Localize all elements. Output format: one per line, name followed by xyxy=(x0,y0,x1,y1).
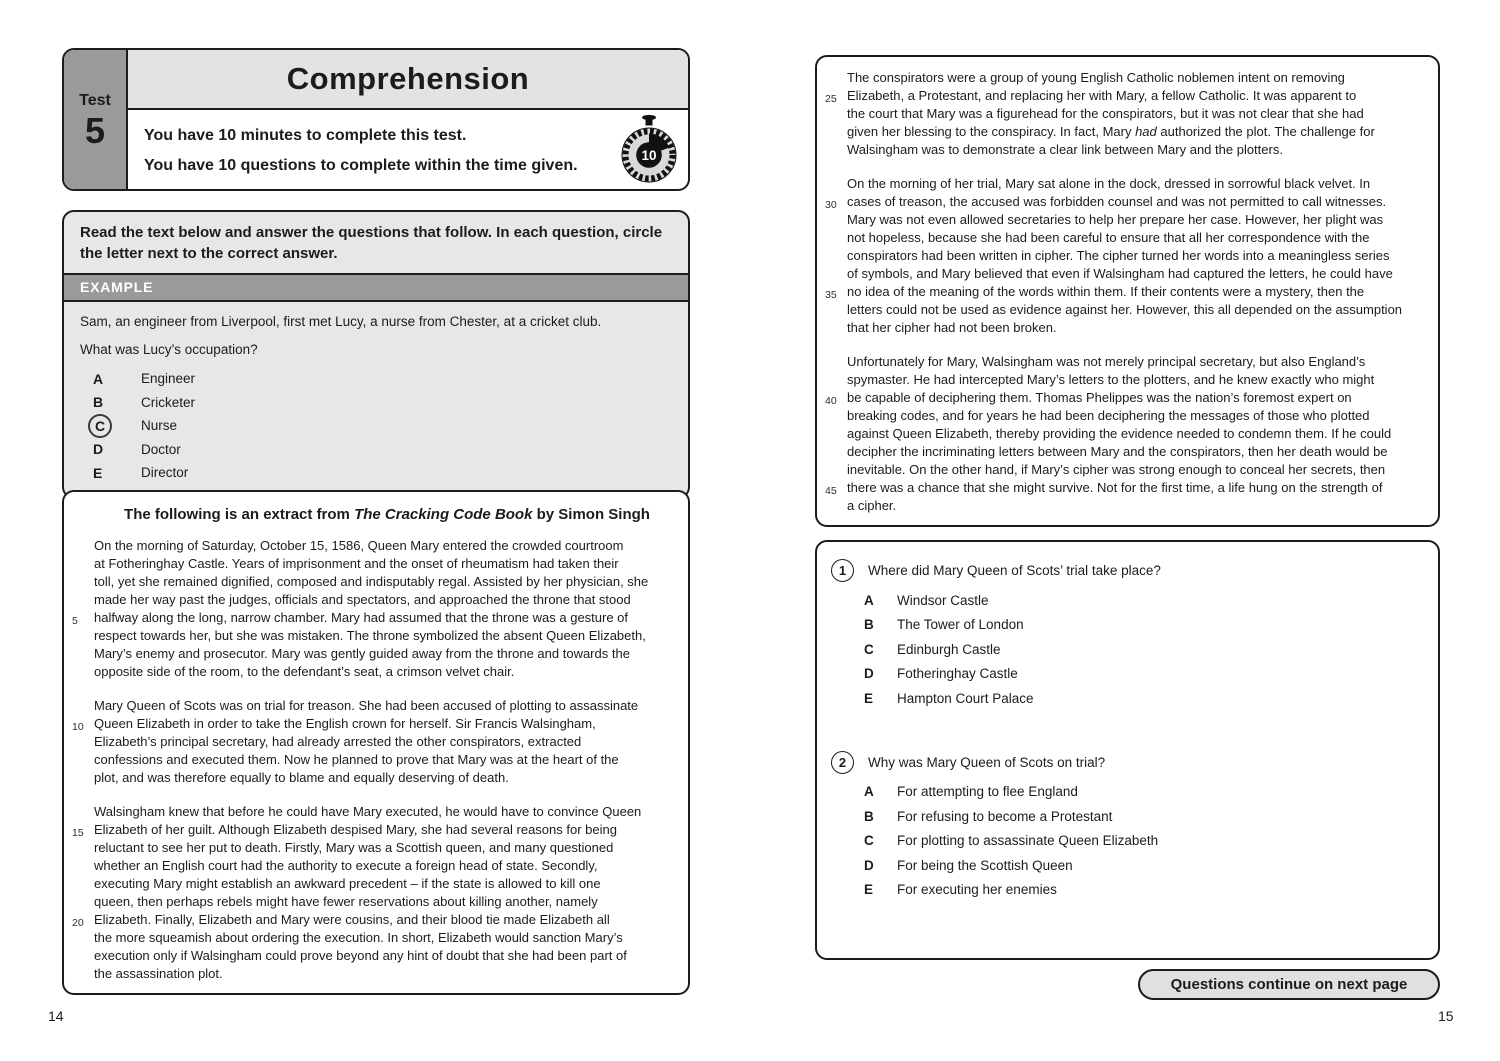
test-header xyxy=(62,48,690,191)
passage-line xyxy=(817,353,1434,371)
question-count-instruction: You have 10 questions to complete within the time given. xyxy=(144,157,578,174)
passage-line xyxy=(64,555,684,573)
passage-line-text: whether an English court had the authority to execute a foreign head of state. Secondly, xyxy=(94,858,598,873)
option-text: Doctor xyxy=(141,441,181,457)
passage-line xyxy=(817,229,1434,247)
question-option xyxy=(829,686,1420,711)
passage-line xyxy=(817,211,1434,229)
example-header: EXAMPLE xyxy=(64,273,688,302)
passage-line-text: inevitable. On the other hand, if Mary’s cipher was strong enough to conceal her secrets, then xyxy=(847,462,1386,477)
passage-line-text: respect towards her, but she was mistaken. The throne symbolized the absent Queen Elizabeth, xyxy=(94,628,646,643)
passage-line xyxy=(817,301,1434,319)
passage-line-text: no idea of the meaning of the words within them. If their contents were a mystery, then the xyxy=(847,284,1365,299)
line-number: 5 xyxy=(72,614,78,627)
passage-line xyxy=(817,193,1434,211)
passage-line xyxy=(64,591,684,609)
option-text: Director xyxy=(141,465,189,481)
option-text: Nurse xyxy=(141,418,178,434)
passage-line xyxy=(64,839,684,857)
passage-line-text: Queen Elizabeth in order to take the English crown for herself. Sir Francis Walsingham, xyxy=(94,716,596,731)
passage-line-text: Walsingham was to demonstrate a clear link between Mary and the plotters. xyxy=(847,142,1283,157)
option-text: For executing her enemies xyxy=(897,882,1057,898)
passage-line xyxy=(64,573,684,591)
example-option xyxy=(80,414,672,438)
option-text: Fotheringhay Castle xyxy=(897,666,1018,682)
passage-line-text: Unfortunately for Mary, Walsingham was not merely principal secretary, but also England’s xyxy=(847,354,1366,369)
passage-line-text: Mary was not even allowed secretaries to help her prepare her case. However, her plight was xyxy=(847,212,1384,227)
passage-line xyxy=(817,87,1434,105)
passage-line xyxy=(64,715,684,733)
passage-line xyxy=(64,803,684,821)
passage-line xyxy=(817,443,1434,461)
option-letter-slot xyxy=(93,414,141,438)
option-letter-slot xyxy=(93,441,141,457)
passage-line xyxy=(817,479,1434,497)
example-option xyxy=(80,438,672,462)
question-text: Why was Mary Queen of Scots on trial? xyxy=(868,754,1106,770)
passage-line xyxy=(64,947,684,965)
passage-line-text: against Queen Elizabeth, thereby providing the evidence needed to condemn them. If he could xyxy=(847,426,1392,441)
passage-line-text: Elizabeth. Finally, Elizabeth and Mary were cousins, and their blood tie made Elizabeth all xyxy=(94,912,610,927)
passage-paragraph xyxy=(817,175,1434,337)
passage-body-page-2 xyxy=(817,69,1434,515)
passage-line xyxy=(64,929,684,947)
option-letter: E xyxy=(93,464,103,481)
passage-line-text: decipher the incriminating letters between Mary and the conspirators, then her death would be xyxy=(847,444,1388,459)
passage-line-text: Mary’s enemy and prosecutor. Mary was gently guided away from the throne and towards the xyxy=(94,646,630,661)
passage-line-text: executing Mary might establish an awkward precedent – if the state is allowed to kill one xyxy=(94,876,601,891)
passage-line-text: be capable of deciphering them. Thomas Phelippes was the nation’s foremost expert on xyxy=(847,390,1352,405)
passage-line xyxy=(817,461,1434,479)
option-text: Hampton Court Palace xyxy=(897,690,1034,706)
passage-line-text: of symbols, and Mary believed that even if Walsingham had captured the letters, he could have xyxy=(847,266,1393,281)
question-option xyxy=(829,613,1420,638)
example-options xyxy=(80,367,672,485)
timer-value: 10 xyxy=(641,147,657,163)
example-body xyxy=(64,302,688,497)
passage-line-text: Elizabeth’s principal secretary, had already arrested the other conspirators, extracted xyxy=(94,734,582,749)
passage-heading xyxy=(64,506,684,523)
option-letter: D xyxy=(93,441,104,458)
passage-line xyxy=(817,407,1434,425)
line-number: 10 xyxy=(72,720,84,733)
option-letter: B xyxy=(864,808,874,824)
heading-book-title: The Cracking Code Book xyxy=(354,506,533,523)
passage-line xyxy=(64,609,684,627)
time-instruction: You have 10 minutes to complete this test. xyxy=(144,127,467,144)
line-number: 40 xyxy=(825,394,837,407)
example-intro: Sam, an engineer from Liverpool, first met Lucy, a nurse from Chester, at a cricket club. xyxy=(80,314,602,329)
passage-line-text: breaking codes, and for years he had been deciphering the messages of those who plotted xyxy=(847,408,1370,423)
passage-line xyxy=(64,875,684,893)
passage-line xyxy=(64,697,684,715)
passage-paragraph xyxy=(64,803,684,983)
page-title: Comprehension xyxy=(128,50,688,110)
option-letter-slot xyxy=(93,371,141,387)
passage-line xyxy=(817,265,1434,283)
passage-box-page-2 xyxy=(815,55,1440,527)
option-letter: A xyxy=(864,592,874,608)
passage-line xyxy=(64,663,684,681)
question-header xyxy=(829,751,1420,774)
passage-line xyxy=(64,893,684,911)
passage-line xyxy=(817,69,1434,87)
passage-line-text: at Fotheringhay Castle. Years of imprisonment and the onset of rheumatism had taken their xyxy=(94,556,619,571)
example-option xyxy=(80,461,672,485)
question-option xyxy=(829,637,1420,662)
passage-line-text: halfway along the long, narrow chamber. Mary had assumed that the throne was a gesture of xyxy=(94,610,629,625)
passage-line-text: the more squeamish about ordering the execution. In short, Elizabeth would sanction Mary’s xyxy=(94,930,623,945)
passage-line xyxy=(64,645,684,663)
passage-line xyxy=(64,769,684,787)
passage-line xyxy=(817,319,1434,337)
option-text: Engineer xyxy=(141,371,196,387)
question-option xyxy=(829,878,1420,903)
option-text: For plotting to assassinate Queen Elizabeth xyxy=(897,833,1159,849)
passage-line-text: confessions and executed them. Now he planned to prove that Mary was at the heart of the xyxy=(94,752,619,767)
passage-paragraph xyxy=(64,697,684,787)
passage-line xyxy=(817,497,1434,515)
option-text: Edinburgh Castle xyxy=(897,641,1001,657)
option-letter: C xyxy=(94,417,106,434)
directions-panel xyxy=(62,210,690,499)
passage-line-text: the court that Mary was a figurehead for the conspirators, but it was not clear that she had xyxy=(847,106,1364,121)
passage-line xyxy=(817,371,1434,389)
passage-line-text: opposite side of the room, to the defendant’s seat, a crimson velvet chair. xyxy=(94,664,515,679)
passage-line-text: queen, then perhaps rebels might have fewer reservations about killing another, namely xyxy=(94,894,598,909)
option-letter-slot xyxy=(93,465,141,481)
page-number-left: 14 xyxy=(48,1008,64,1024)
passage-line xyxy=(64,537,684,555)
option-letter: B xyxy=(93,394,104,411)
header-right xyxy=(128,50,688,189)
passage-line-text: Mary Queen of Scots was on trial for treason. She had been accused of plotting to assassinate xyxy=(94,698,639,713)
option-letter: B xyxy=(864,617,874,633)
passage-line-text: given her blessing to the conspiracy. In fact, Mary had authorized the plot. The challenge for xyxy=(847,124,1375,139)
option-letter-slot xyxy=(93,394,141,410)
option-letter: E xyxy=(864,882,874,898)
question-block xyxy=(829,751,1420,903)
circled-answer-ring xyxy=(88,414,112,438)
passage-line-text: the assassination plot. xyxy=(94,966,223,981)
option-letter: C xyxy=(864,833,874,849)
question-option xyxy=(829,780,1420,805)
test-number: 5 xyxy=(84,109,106,151)
option-letter: D xyxy=(864,857,874,873)
passage-paragraph xyxy=(64,537,684,681)
question-option xyxy=(829,588,1420,613)
passage-line xyxy=(817,389,1434,407)
line-number: 15 xyxy=(72,826,84,839)
passage-line xyxy=(817,105,1434,123)
line-number: 20 xyxy=(72,916,84,929)
passage-line-text: reluctant to see her put to death. Firstly, Mary was a Scottish queen, and many questioned xyxy=(94,840,614,855)
passage-line-text: not hopeless, because she had been careful to ensure that all her correspondence with the xyxy=(847,230,1370,245)
passage-line-text: spymaster. He had intercepted Mary’s letters to the plotters, and he knew exactly who might xyxy=(847,372,1375,387)
passage-line-text: Walsingham knew that before he could have Mary executed, he would have to convince Queen xyxy=(94,804,642,819)
option-letter: E xyxy=(864,690,874,706)
passage-line xyxy=(817,123,1434,141)
passage-paragraph xyxy=(817,353,1434,515)
passage-line xyxy=(64,965,684,983)
directions-text: Read the text below and answer the questions that follow. In each question, circle the letter next to the correct answer. xyxy=(80,224,663,262)
option-text: For being the Scottish Queen xyxy=(897,857,1073,873)
questions-panel xyxy=(815,540,1440,960)
passage-body-page-1 xyxy=(64,537,684,983)
line-number: 30 xyxy=(825,198,837,211)
passage-line-text: that her cipher had not been broken. xyxy=(847,320,1057,335)
stopwatch-icon xyxy=(616,113,682,185)
question-text: Where did Mary Queen of Scots’ trial take place? xyxy=(868,563,1161,578)
option-letter: A xyxy=(93,370,104,387)
passage-line-text: Elizabeth, a Protestant, and replacing her with Mary, a fellow Catholic. It was apparent to xyxy=(847,88,1357,103)
option-text: The Tower of London xyxy=(897,617,1024,633)
passage-line-text: conspirators had been written in cipher. The cipher turned her words into a meaningless series xyxy=(847,248,1390,263)
passage-line xyxy=(64,857,684,875)
passage-line-text: a cipher. xyxy=(847,498,897,513)
example-question: What was Lucy’s occupation? xyxy=(80,342,258,357)
test-label: Test xyxy=(79,91,111,109)
passage-line-text: On the morning of her trial, Mary sat alone in the dock, dressed in sorrowful black velvet. In xyxy=(847,176,1371,191)
example-option xyxy=(80,391,672,415)
question-header xyxy=(829,559,1420,582)
passage-line xyxy=(64,627,684,645)
option-text: Cricketer xyxy=(141,394,196,410)
passage-line-text: cases of treason, the accused was forbidden counsel and was not permitted to call witnesses. xyxy=(847,194,1387,209)
question-block xyxy=(829,559,1420,711)
question-number-circle: 1 xyxy=(831,559,854,582)
passage-line-text: execution only if Walsingham could prove beyond any hint of doubt that she had been part of xyxy=(94,948,627,963)
line-number: 35 xyxy=(825,288,837,301)
option-letter: D xyxy=(864,666,874,682)
passage-paragraph xyxy=(817,69,1434,159)
option-letter: A xyxy=(864,784,874,800)
question-option xyxy=(829,662,1420,687)
test-number-tab xyxy=(64,50,128,189)
continue-badge: Questions continue on next page xyxy=(1138,969,1440,1000)
option-text: For refusing to become a Protestant xyxy=(897,808,1113,824)
line-number: 25 xyxy=(825,92,837,105)
passage-line-text: there was a chance that she might survive. Not for the first time, a life hung on the strength of xyxy=(847,480,1383,495)
line-number: 45 xyxy=(825,484,837,497)
option-text: Windsor Castle xyxy=(897,592,989,608)
option-letter: C xyxy=(864,641,874,657)
passage-line xyxy=(64,733,684,751)
question-number-circle: 2 xyxy=(831,751,854,774)
heading-suffix: by Simon Singh xyxy=(532,506,650,523)
timing-panel xyxy=(128,110,688,189)
passage-line-text: The conspirators were a group of young English Catholic noblemen intent on removing xyxy=(847,70,1345,85)
passage-line xyxy=(817,425,1434,443)
passage-line xyxy=(64,751,684,769)
passage-line xyxy=(817,141,1434,159)
example-option xyxy=(80,367,672,391)
passage-line-text: letters could not be used as evidence against her. However, this all depended on the assumption xyxy=(847,302,1403,317)
passage-line-text: made her way past the judges, officials and spectators, and approached the throne that stood xyxy=(94,592,631,607)
option-text: For attempting to flee England xyxy=(897,784,1078,800)
heading-prefix: The following is an extract from xyxy=(124,506,355,523)
passage-line xyxy=(817,175,1434,193)
passage-line-text: toll, yet she remained dignified, composed and indisputably regal. Assisted by her physician, she xyxy=(94,574,649,589)
question-option xyxy=(829,804,1420,829)
passage-line-text: plot, and was therefore equally to blame and equally deserving of death. xyxy=(94,770,509,785)
passage-line-text: On the morning of Saturday, October 15, 1586, Queen Mary entered the crowded courtroom xyxy=(94,538,624,553)
page-number-right: 15 xyxy=(1438,1008,1454,1024)
passage-line-text: Elizabeth of her guilt. Although Elizabeth despised Mary, she had several reasons for being xyxy=(94,822,617,837)
passage-box-page-1 xyxy=(62,490,690,995)
question-option xyxy=(829,829,1420,854)
question-option xyxy=(829,853,1420,878)
passage-line xyxy=(64,911,684,929)
passage-line xyxy=(64,821,684,839)
passage-line xyxy=(817,283,1434,301)
passage-line xyxy=(817,247,1434,265)
